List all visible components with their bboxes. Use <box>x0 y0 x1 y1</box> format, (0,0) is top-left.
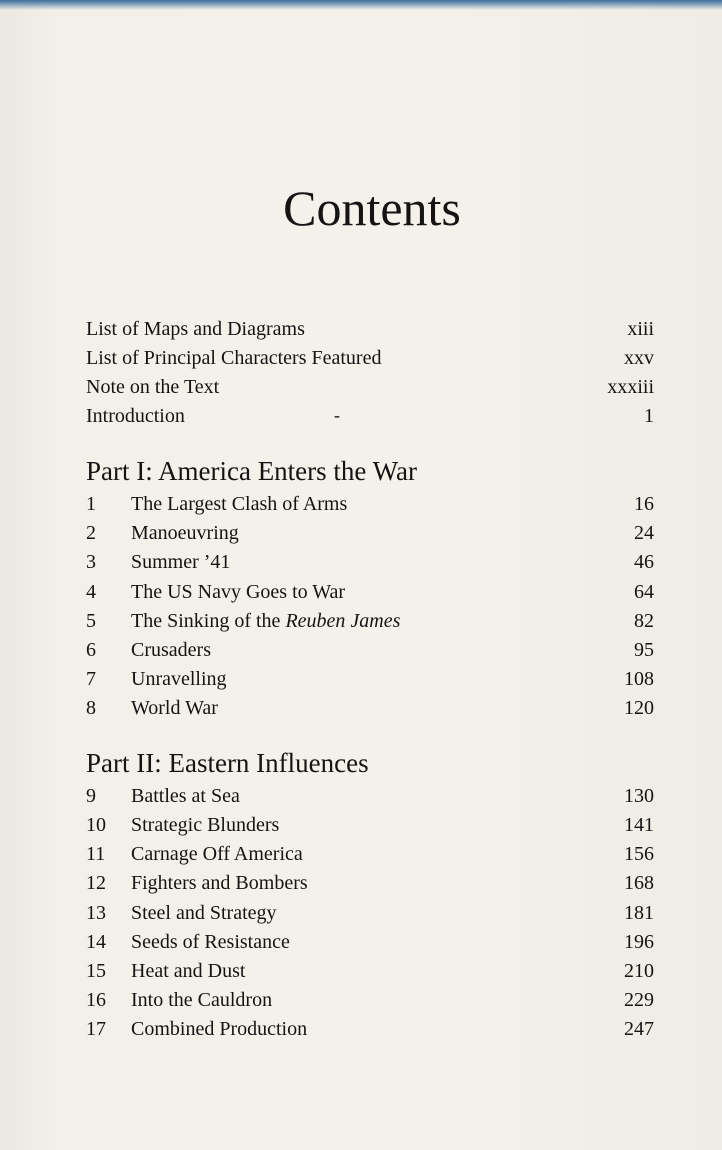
chapter-title: Manoeuvring <box>131 522 239 544</box>
chapter-title: Battles at Sea <box>131 785 240 807</box>
chapter-number: 1 <box>86 493 96 515</box>
chapter-row <box>0 959 722 983</box>
chapter-number: 11 <box>86 843 106 865</box>
chapter-row <box>0 492 722 516</box>
chapter-number: 8 <box>86 697 96 719</box>
toc-entry-note <box>0 375 722 399</box>
chapter-title-text: The Sinking of the <box>131 610 286 632</box>
chapter-title: Seeds of Resistance <box>131 931 290 953</box>
toc-entry-characters <box>0 346 722 370</box>
chapter-page: 168 <box>624 872 654 894</box>
toc-entry-page: xxv <box>624 347 654 369</box>
chapter-row <box>0 871 722 895</box>
chapter-page: 108 <box>624 668 654 690</box>
chapter-page: 210 <box>624 960 654 982</box>
toc-entry-label: List of Principal Characters Featured <box>86 347 382 369</box>
toc-entry-label: Note on the Text <box>86 376 220 398</box>
chapter-page: 64 <box>634 581 654 603</box>
chapter-page: 229 <box>624 989 654 1011</box>
chapter-row <box>0 784 722 808</box>
chapter-number: 17 <box>86 1018 106 1040</box>
toc-entry-page: xiii <box>627 318 654 340</box>
chapter-title: Unravelling <box>131 668 227 690</box>
toc-entry-label: List of Maps and Diagrams <box>86 318 305 340</box>
chapter-page: 130 <box>624 785 654 807</box>
page-title: Contents <box>283 180 461 236</box>
chapter-title: Steel and Strategy <box>131 902 277 924</box>
chapter-number: 6 <box>86 639 96 661</box>
chapter-row <box>0 930 722 954</box>
chapter-number: 5 <box>86 610 96 632</box>
page-top-edge <box>0 0 722 10</box>
chapter-page: 24 <box>634 522 654 544</box>
toc-entry-page: xxxiii <box>607 376 654 398</box>
chapter-row <box>0 901 722 925</box>
chapter-title: Summer ’41 <box>131 551 231 573</box>
chapter-row <box>0 580 722 604</box>
chapter-title: World War <box>131 697 218 719</box>
chapter-page: 156 <box>624 843 654 865</box>
chapter-title: Combined Production <box>131 1018 308 1040</box>
chapter-row <box>0 842 722 866</box>
chapter-number: 4 <box>86 581 96 603</box>
chapter-number: 7 <box>86 668 96 690</box>
chapter-row <box>0 988 722 1012</box>
chapter-row <box>0 667 722 691</box>
chapter-row <box>0 813 722 837</box>
toc-entry-maps <box>0 317 722 341</box>
chapter-page: 247 <box>624 1018 654 1040</box>
toc-entry-page: 1 <box>644 405 654 427</box>
part-heading: Part II: Eastern Influences <box>86 748 369 778</box>
chapter-page: 46 <box>634 551 654 573</box>
chapter-title: Crusaders <box>131 639 211 661</box>
chapter-page: 196 <box>624 931 654 953</box>
stray-mark: - <box>334 405 340 425</box>
chapter-title: The US Navy Goes to War <box>131 581 346 603</box>
chapter-title: The Largest Clash of Arms <box>131 493 348 515</box>
chapter-number: 15 <box>86 960 106 982</box>
chapter-page: 82 <box>634 610 654 632</box>
chapter-page: 95 <box>634 639 654 661</box>
chapter-title: Fighters and Bombers <box>131 872 308 894</box>
toc-entry-label: Introduction <box>86 405 185 427</box>
chapter-page: 141 <box>624 814 654 836</box>
chapter-page: 16 <box>634 493 654 515</box>
chapter-row <box>0 609 722 633</box>
chapter-number: 9 <box>86 785 96 807</box>
chapter-title: Heat and Dust <box>131 960 246 982</box>
part-heading: Part I: America Enters the War <box>86 456 417 486</box>
chapter-number: 16 <box>86 989 106 1011</box>
chapter-row <box>0 696 722 720</box>
chapter-row <box>0 638 722 662</box>
chapter-title: Strategic Blunders <box>131 814 280 836</box>
chapter-title-italic: Reuben James <box>285 610 401 632</box>
chapter-number: 2 <box>86 522 96 544</box>
chapter-title <box>131 609 400 633</box>
chapter-row <box>0 1017 722 1041</box>
chapter-page: 181 <box>624 902 654 924</box>
chapter-number: 13 <box>86 902 106 924</box>
chapter-row <box>0 550 722 574</box>
chapter-number: 12 <box>86 872 106 894</box>
chapter-row <box>0 521 722 545</box>
chapter-number: 3 <box>86 551 96 573</box>
chapter-number: 14 <box>86 931 106 953</box>
chapter-title: Carnage Off America <box>131 843 303 865</box>
chapter-page: 120 <box>624 697 654 719</box>
toc-entry-introduction <box>0 404 722 428</box>
chapter-title: Into the Cauldron <box>131 989 273 1011</box>
chapter-number: 10 <box>86 814 106 836</box>
